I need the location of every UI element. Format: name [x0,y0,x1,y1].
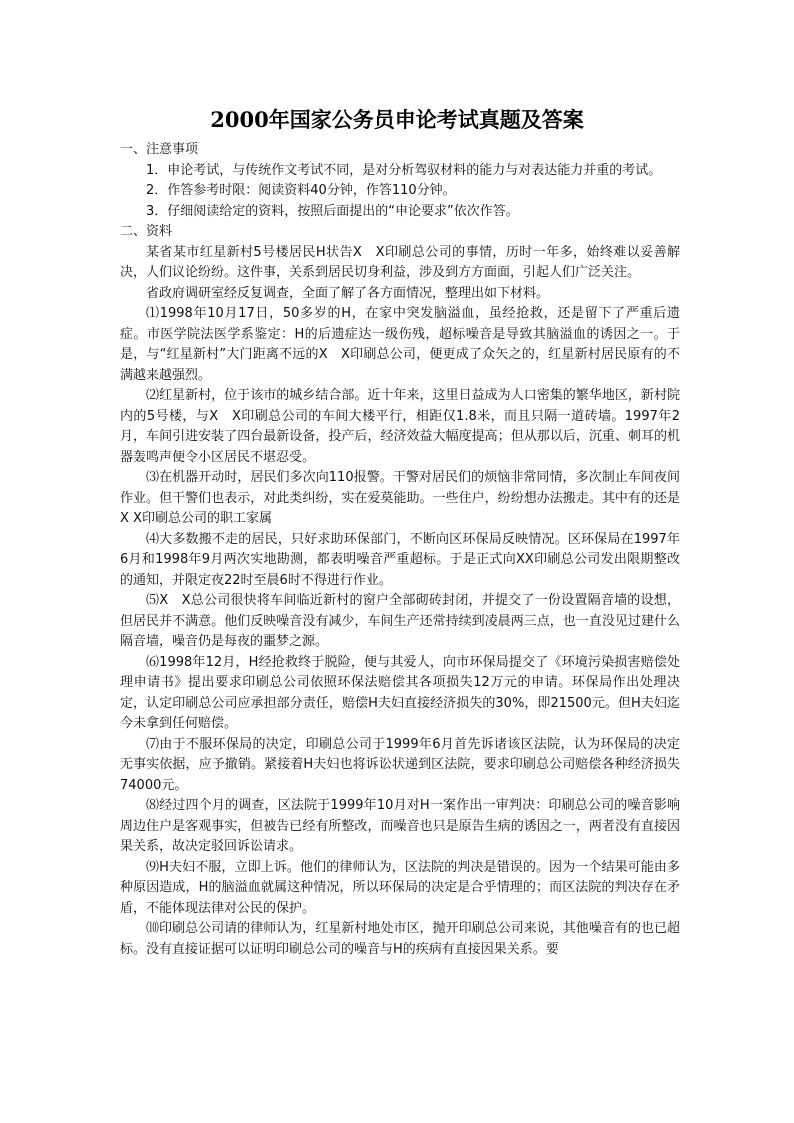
materials-paragraph: ⑻经过四个月的调查，区法院于1999年10月对H一案作出一审判决：印刷总公司的噪音影响周边住户是客观事实，但被告已经有所整改，而噪音也只是原告生病的诱因之一，两者没有直接因果关系，故决定驳回诉讼请求。 [120,798,680,854]
document-body [120,140,680,960]
notes-item-3: 3．仔细阅读给定的资料，按照后面提出的“申论要求”依次作答。 [146,203,519,219]
document-title: 2000年国家公务员申论考试真题及答案 [210,107,584,132]
materials-paragraph: ⑵红星新村，位于该市的城乡结合部。近十年来，这里日益成为人口密集的繁华地区，新村院内的5号楼，与X X印刷总公司的车间大楼平行，相距仅1.8米，而且只隔一道砖墙。1997年2月，车间引进安装了四台最新设备，投产后，经济效益大幅度提高；但从那以后，沉重、刺耳的机器轰鸣声便令小区居民不堪忍受。 [120,388,680,465]
materials-paragraph: 某省某市红星新村5号楼居民H状告X X印刷总公司的事情，历时一年多，始终难以妥善解决，人们议论纷纷。这件事，关系到居民切身利益，涉及到方方面面，引起人们广泛关注。 [120,244,680,280]
notes-item-1: 1．申论考试，与传统作文考试不同，是对分析驾驭材料的能力与对表达能力并重的考试。 [146,162,662,178]
materials-paragraph: ⑽印刷总公司请的律师认为，红星新村地处市区，抛开印刷总公司来说，其他噪音有的也已超标。没有直接证据可以证明印刷总公司的噪音与H的疾病有直接因果关系。要 [120,921,680,957]
materials-paragraph: ⑸X X总公司很快将车间临近新村的窗户全部砌砖封闭，并提交了一份设置隔音墙的设想，但居民并不满意。他们反映噪音没有减少，车间生产还常持续到凌晨两三点，也一直没见过建什么隔音墙，噪音仍是每夜的噩梦之源。 [120,593,680,649]
materials-paragraph: ⑼H夫妇不服，立即上诉。他们的律师认为，区法院的判决是错误的。因为一个结果可能由多种原因造成，H的脑溢血就属这种情况，所以环保局的决定是合乎情理的；而区法院的判决存在矛盾，不能体现法律对公民的保护。 [120,859,680,916]
materials-paragraph: ⑴1998年10月17日，50多岁的H，在家中突发脑溢血，虽经抢救，还是留下了严重后遗症。市医学院法医学系鉴定：H的后遗症达一级伤残，超标噪音是导致其脑溢血的诱因之一。于是，与“红星新村”大门距离不远的X X印刷总公司，便更成了众矢之的，红星新村居民原有的不满越来越强烈。 [120,306,680,383]
notes-item-2: 2．作答参考时限：阅读资料40分钟，作答110分钟。 [146,183,456,198]
materials-paragraph: 省政府调研室经反复调查，全面了解了各方面情况，整理出如下材料。 [146,285,550,301]
section-heading-notes: 一、注意事项 [120,142,199,157]
section-heading-materials: 二、资料 [120,224,173,239]
materials-paragraph: ⑺由于不服环保局的决定，印刷总公司于1999年6月首先诉诸该区法院，认为环保局的决定无事实依据，应予撤销。紧接着H夫妇也将诉讼状递到区法院，要求印刷总公司赔偿各种经济损失74000元。 [120,736,680,793]
materials-paragraph: ⑹1998年12月，H经抢救终于脱险，便与其爱人，向市环保局提交了《环境污染损害赔偿处理申请书》提出要求印刷总公司依照环保法赔偿其各项损失12万元的申请。环保局作出处理决定，认定印刷总公司应承担部分责任，赔偿H夫妇直接经济损失的30%，即21500元。但H夫妇迄今未拿到任何赔偿。 [120,654,680,731]
materials-paragraph: ⑷大多数搬不走的居民，只好求助环保部门，不断向区环保局反映情况。区环保局在1997年6月和1998年9月两次实地勘测，都表明噪音严重超标。于是正式向XX印刷总公司发出限期整改的通知，并限定夜22时至晨6时不得进行作业。 [120,531,680,588]
materials-paragraph: ⑶在机器开动时，居民们多次向110报警。干警对居民们的烦恼非常同情，多次制止车间夜间作业。但干警们也表示，对此类纠纷，实在爱莫能助。一些住户，纷纷想办法搬走。其中有的还是X X印刷总公司的职工家属 [120,470,680,526]
